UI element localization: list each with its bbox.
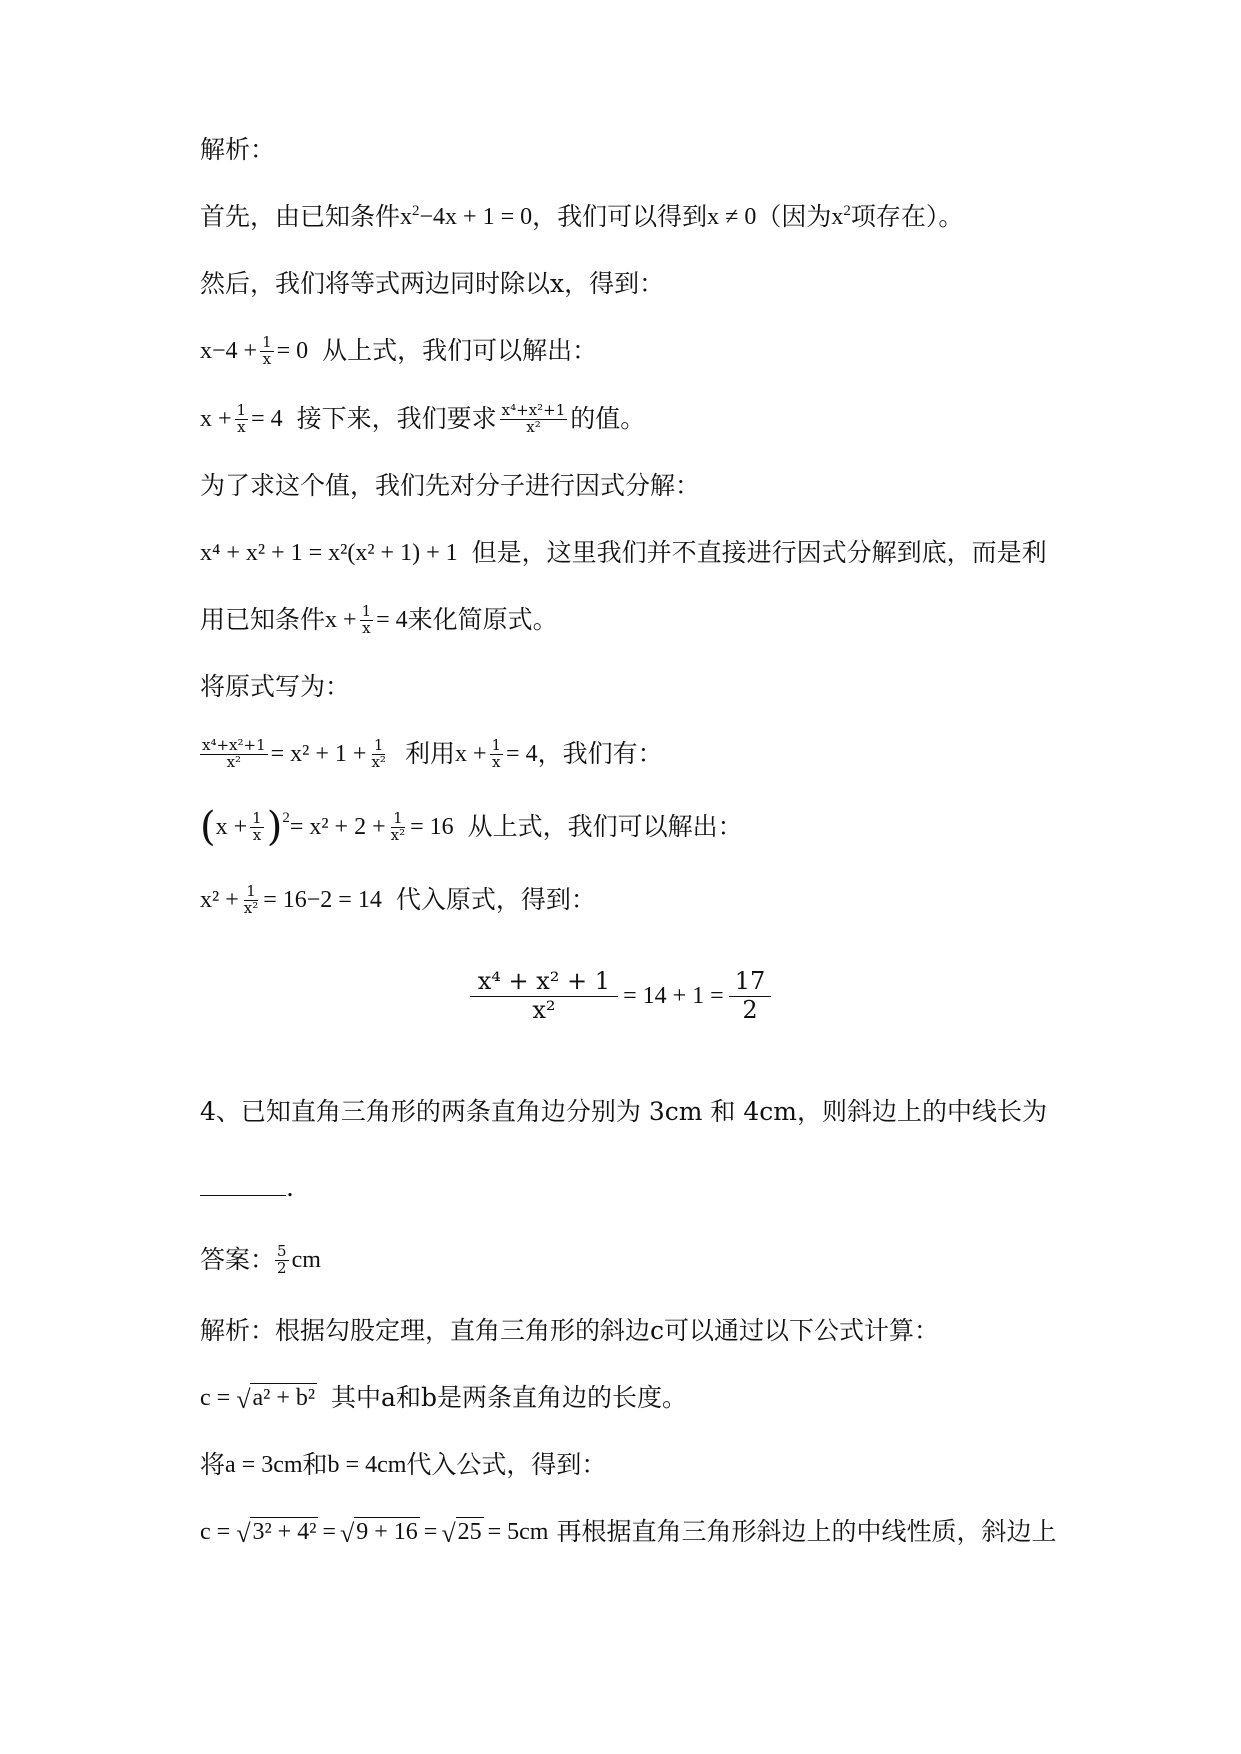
math: = 4 [506,741,538,767]
line-formula [200,1368,687,1428]
math: $x^2-4x + 1 = 0$ [400,203,533,230]
line-substitute [200,1435,606,1495]
superscript: 2 [282,810,290,826]
text: 接下来，我们要求 [296,404,497,433]
fraction: $\frac{1}{\text{x²}}$ [371,735,386,771]
math: = 4 [376,607,408,633]
math: x + [325,607,357,633]
math: = 16−2 = 14 [263,887,382,913]
line-equation-2 [200,389,645,449]
text: 其中a和b是两条直角边的长度。 [331,1383,687,1412]
text: 用已知条件 [200,605,326,634]
math: x + [215,814,248,840]
text: 为了求这个值，我们先对分子进行因式分解： [200,471,701,500]
line-factorization [200,523,1047,583]
line-equation-4 [200,797,743,857]
math: c = [200,1519,231,1545]
text: 然后，我们将等式两边同时除以x，得到： [200,269,665,298]
math: = x² + 2 + [289,814,386,840]
sqrt: √ 3² + 4² [236,1518,317,1548]
text: ，我们有： [537,739,663,768]
fraction: $\frac{1}{x}$ [236,400,247,436]
text: 首先，由已知条件 [200,202,401,231]
line-pythagoras [200,1301,939,1361]
fraction: $\frac{1}{x}$ [361,601,372,637]
text: 从上式，我们可以解出： [322,336,598,365]
math: = 4 [251,406,283,432]
text: 从上式，我们可以解出： [467,812,743,841]
math: = [322,1519,336,1545]
line-equation-1 [200,321,597,381]
text: 解析：根据勾股定理，直角三角形的斜边c可以通过以下公式计算： [200,1316,940,1345]
math: x⁴ + x² + 1 = x²(x² + 1) + 1 [200,540,458,566]
math: = 16 [410,814,454,840]
text: 和 [302,1450,328,1479]
paren: ( [200,804,216,850]
fraction: $\frac{\text{x⁴ + x² + 1}}{\text{x²}}$ [470,968,618,1023]
paren: ) [266,804,283,850]
text: 将原式写为： [200,672,351,701]
math: = 5cm [487,1519,549,1545]
question-4 [200,1082,1047,1142]
line-equation-3 [200,724,663,784]
text: . [286,1173,294,1202]
fraction: $\frac{\text{x⁴+x²+1}}{\text{x²}}$ [202,735,266,771]
math: x ≠ 0 [707,204,757,230]
text: 代入公式，得到： [406,1450,607,1479]
text: 答案： [200,1245,276,1274]
answer-line [200,1230,321,1290]
line-simplify [200,590,558,650]
math: a = 3cm [225,1452,303,1478]
text: ，我们可以得到 [532,202,708,231]
fraction: $\frac{1}{x}$ [262,332,272,368]
math: b = 4cm [327,1452,407,1478]
sqrt: √ a² + b² [236,1384,316,1414]
math: c = [200,1385,231,1411]
text: 但是，这里我们并不直接进行因式分解到底，而是利 [471,538,1047,567]
fraction: $\frac{5}{2}$ [277,1241,287,1277]
line-condition [200,187,963,247]
math: x + [200,406,232,432]
math: = [423,1519,438,1545]
text: 代入原式，得到： [395,885,596,914]
sqrt: √ 9 + 16 [339,1518,418,1548]
fraction: $\frac{17}{2}$ [729,968,772,1023]
fraction: $\frac{1}{\text{x²}}$ [390,808,406,844]
text: 项存在）。 [850,202,964,231]
line-equation-5 [200,870,596,930]
text: （因为 [756,202,832,231]
fraction: $\frac{1}{x}$ [491,735,502,771]
analysis-heading [200,120,275,180]
math: = x² + 1 + [270,741,367,767]
math: = 14 + 1 = [623,983,724,1009]
text: 来化简原式。 [407,605,558,634]
text: 利用 [404,739,455,768]
answer-blank [200,1195,286,1196]
display-equation [0,956,1241,1036]
text: 4、已知直角三角形的两条直角边分别为 3cm 和 4cm，则斜边上的中线长为 [200,1097,1047,1126]
line-factor [200,456,700,516]
line-rewrite [200,657,350,717]
math: = 0 [276,338,309,364]
text: 将 [200,1450,226,1479]
text: 再根据直角三角形斜边上的中线性质，斜边上 [556,1517,1057,1546]
text: 的值。 [570,404,646,433]
math: x² + [200,887,239,913]
fraction: $\frac{\text{x⁴+x²+1}}{\text{x²}}$ [501,400,566,436]
sqrt: √ 25 [441,1518,482,1548]
math: cm [291,1247,321,1273]
line-hypotenuse [200,1502,1056,1562]
math: $x^2$ [831,203,851,230]
answer-blank-line [200,1158,294,1218]
fraction: $\frac{1}{x}$ [252,808,262,844]
text: 解析： [200,135,276,164]
line-divide [200,254,664,314]
fraction: $\frac{1}{\text{x²}}$ [243,881,259,917]
math: x + [454,741,487,767]
math: x−4 + [200,338,258,364]
